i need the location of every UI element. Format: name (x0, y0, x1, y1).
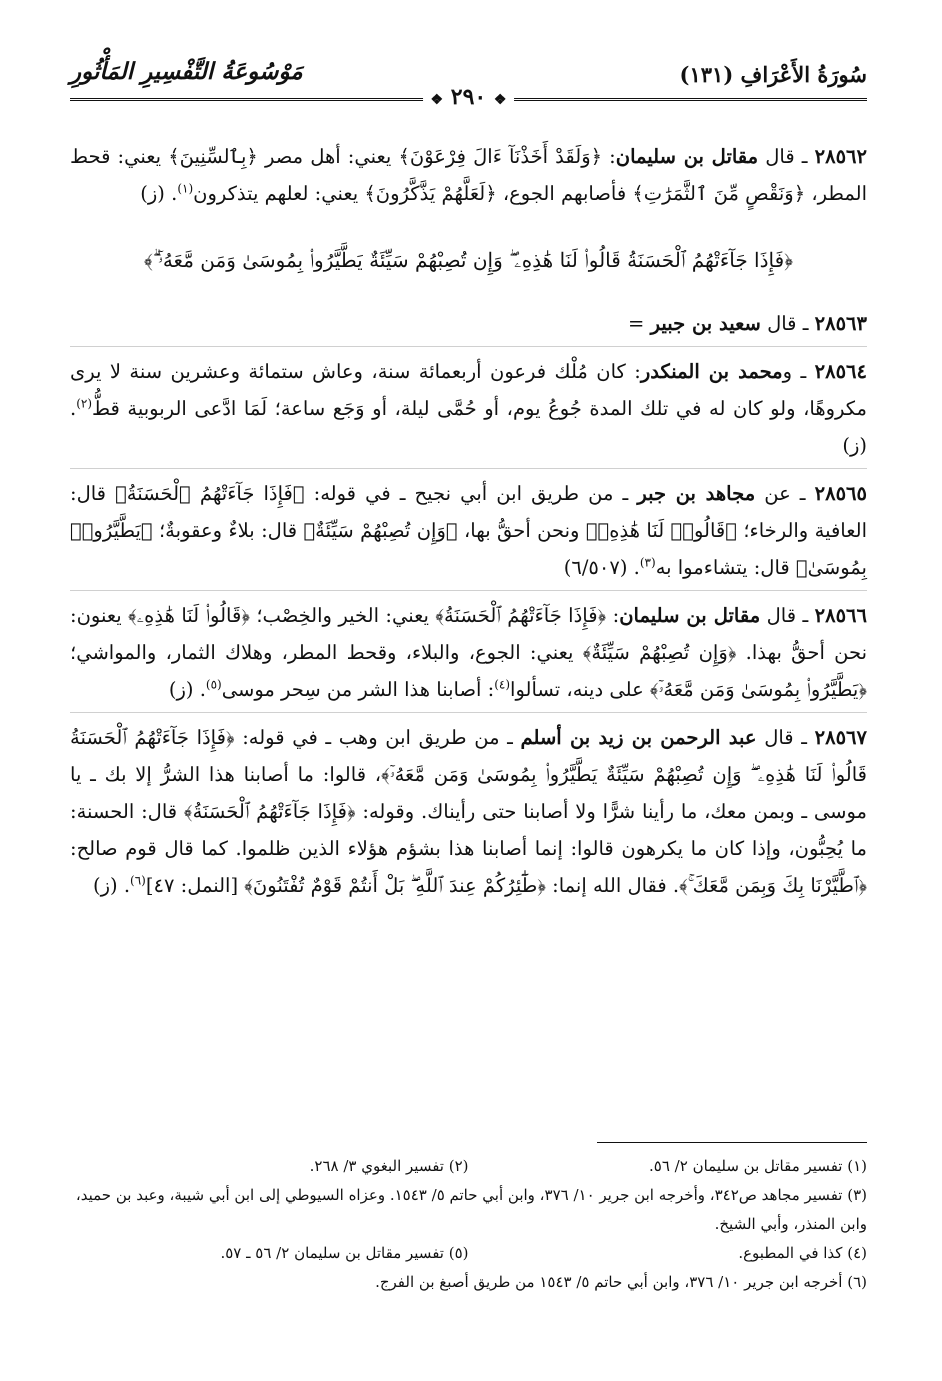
entries-group-2 (70, 305, 867, 904)
footnote-ref: (١) (177, 181, 194, 196)
narrator-name: محمد بن المنكدر (640, 360, 783, 383)
footnotes (70, 1152, 867, 1297)
quran-verse: ﴿فَإِذَا جَآءَتْهُمُ ٱلْحَسَنَةُ قَالُوا۟ لَنَا هَٰذِهِۦ ۖ وَإِن تُصِبْهُمْ سَيِّئَةٌ يَطَّيَّرُوا۟ بِمُوسَىٰ وَمَن مَّعَهُۥٓ ۗ﴾ (143, 248, 794, 272)
ornament-icon: ❖ (430, 92, 444, 108)
footnote-3: (٣) تفسير مجاهد ص٣٤٢، وأخرجه ابن جرير ١٠/ ٣٧٦، وابن أبي حاتم ٥/ ١٥٤٣. وعزاه السيوطي إلى ابن أبي شيبة، وعبد بن حميد، وابن المنذر، وأبي الشيخ. (75, 1186, 867, 1233)
footnote-row (70, 1239, 867, 1268)
entry-text: : أصابنا هذا الشر من سِحر موسى (221, 678, 495, 701)
entry-number: ٢٨٥٦٢ (814, 145, 868, 168)
entry-separator (70, 468, 867, 469)
entry-text: ـ قال (756, 726, 815, 749)
footnote-ref: (٢) (76, 396, 93, 411)
entry-text: : ﴿وَلَقَدْ أَخَذْنَآ ءَالَ فِرْعَوْنَ﴾ يعني: أهل مصر ﴿بِٱلسِّنِينَ﴾ يعني: قحط المطر، ﴿وَنَقْصٍ مِّنَ ٱلثَّمَرَٰتِ﴾ فأصابهم الجوع، ﴿لَعَلَّهُمْ يَذَّكَّرُونَ﴾ يعني: لعلهم يتذكرون (70, 145, 867, 205)
entry-number: ٢٨٥٦٤ (814, 360, 867, 383)
entry-text: . (ز) (93, 874, 131, 897)
entry-text: : ﴿فَإِذَا جَآءَتْهُمُ ٱلْحَسَنَةُ﴾ يعني: الخير والخِصْب؛ ﴿قَالُوا۟ لَنَا هَٰذِهِۦ﴾ يعنون: نحن أحقُّ بهذا. ﴿وَإِن تُصِبْهُمْ سَيِّئَةٌ﴾ يعني: الجوع، والبلاء، وقحط المطر، وهلاك الثمار، والمواشي؛ ﴿يَطَّيَّرُوا۟ بِمُوسَىٰ وَمَن مَّعَهُۥٓ﴾ على دينه، تسألوا (70, 604, 867, 701)
footnote-rule (597, 1142, 867, 1143)
entry (70, 719, 867, 904)
entry-number: ٢٨٥٦٦ (814, 604, 867, 627)
entry-text: . (ز) (168, 678, 206, 701)
footnote-row (70, 1152, 867, 1181)
narrator-name: عبد الرحمن بن زيد بن أسلم (520, 726, 757, 749)
entry-text: . (ز) (140, 182, 178, 205)
entry-text: . (٦/٥٠٧) (563, 556, 640, 579)
entry-number: ٢٨٥٦٧ (814, 726, 867, 749)
entry-separator (70, 346, 867, 347)
footnote-ref: (٤) (494, 677, 511, 692)
entry-text: ـ قال (760, 312, 815, 335)
entry-text: . (ز) (70, 397, 867, 457)
ornament-icon: ❖ (493, 92, 507, 108)
surah-title: سُورَةُ الأَعْرَافِ (١٣١) (679, 62, 867, 87)
entry-text: ـ من طريق ابن أبي نجيح ـ في قوله: ﴿فَإِذَا جَآءَتْهُمُ ٱلْحَسَنَةُ﴾ قال: العافية والرخاء؛ ﴿قَالُوا۟ لَنَا هَٰذِهِۦ﴾ ونحن أحقُّ بها، ﴿وَإِن تُصِبْهُمْ سَيِّئَةٌ﴾ قال: بلاءٌ وعقوبةٌ؛ ﴿يَطَّيَّرُوا۟ بِمُوسَىٰ﴾ قال: يتشاءموا به (70, 482, 867, 579)
entry (70, 305, 867, 342)
entry-separator (70, 590, 867, 591)
entries-group-1 (70, 138, 867, 212)
footnote-1: (١) تفسير مقاتل بن سليمان ٢/ ٥٦. (649, 1157, 867, 1175)
footnote-2: (٢) تفسير البغوي ٣/ ٢٦٨. (309, 1157, 469, 1175)
entry-text: = (628, 312, 651, 335)
entry-text: ـ قال (760, 604, 815, 627)
footnote-ref: (٣) (639, 555, 656, 570)
narrator-name: مقاتل بن سليمان (615, 145, 759, 168)
footnote-4: (٤) كذا في المطبوع. (738, 1244, 867, 1262)
footnote-6: (٦) أخرجه ابن جرير ١٠/ ٣٧٦، وابن أبي حاتم ٥/ ١٥٤٣ من طريق أصبغ بن الفرج. (375, 1273, 867, 1291)
entry-number: ٢٨٥٦٣ (814, 312, 867, 335)
entry-text: ـ من طريق ابن وهب ـ في قوله: ﴿فَإِذَا جَآءَتْهُمُ ٱلْحَسَنَةُ قَالُوا۟ لَنَا هَٰذِهِۦ ۖ وَإِن تُصِبْهُمْ سَيِّئَةٌ يَطَّيَّرُوا۟ بِمُوسَىٰ وَمَن مَّعَهُۥٓ﴾، قالوا: ما أصابنا هذا الشرُّ إلا بك ـ يا موسى ـ وبمن معك، ما رأينا شرًّا ولا أصابنا حتى رأيناك. وقوله: ﴿فَإِذَا جَآءَتْهُمُ ٱلْحَسَنَةُ﴾ قال: الحسنة: ما يُحِبُّون، وإذا كان ما يكرهون قالوا: إنما أصابنا هذا بشؤم هؤلاء الذين ظلموا. كما قال قوم صالح: ﴿ٱطَّيَّرْنَا بِكَ وَبِمَن مَّعَكَ ۚ﴾. فقال الله إنما: ﴿طَٰٓئِرُكُمْ عِندَ ٱللَّهِ ۖ بَلْ أَنتُمْ قَوْمٌ تُفْتَنُونَ﴾ [النمل: ٤٧] (70, 726, 867, 897)
narrator-name: سعيد بن جبير (650, 312, 761, 335)
entry-separator (70, 712, 867, 713)
entry-text: : كان مُلْك فرعون أربعمائة سنة، وعاش ستمائة وعشرين سنة لا يرى مكروهًا، ولو كان له في تلك المدة جُوعُ يوم، أو حُمَّى ليلة، أو وَجَع ساعة؛ لَمَا ادَّعى الربوبية قطُّ (70, 360, 867, 420)
entry (70, 597, 867, 708)
entry-text: ـ و (782, 360, 815, 383)
page-number-text: ٢٩٠ (450, 84, 487, 110)
entry-text: ـ عن (755, 482, 815, 505)
book-title: مَوْسُوعَةُ التَّفْسِيرِ المَأْثُورِ (70, 58, 303, 85)
page-number (423, 84, 515, 110)
entry-number: ٢٨٥٦٥ (814, 482, 867, 505)
main-text (70, 138, 867, 906)
footnote-ref: (٥) (205, 677, 222, 692)
footnote-5: (٥) تفسير مقاتل بن سليمان ٢/ ٥٦ ـ ٥٧. (220, 1244, 469, 1262)
entry (70, 353, 867, 464)
entry (70, 475, 867, 586)
narrator-name: مجاهد بن جبر (637, 482, 756, 505)
entry (70, 138, 867, 212)
footnote-ref: (٦) (130, 873, 146, 888)
entry-text: ـ قال (758, 145, 815, 168)
narrator-name: مقاتل بن سليمان (619, 604, 761, 627)
page-header (70, 52, 867, 110)
